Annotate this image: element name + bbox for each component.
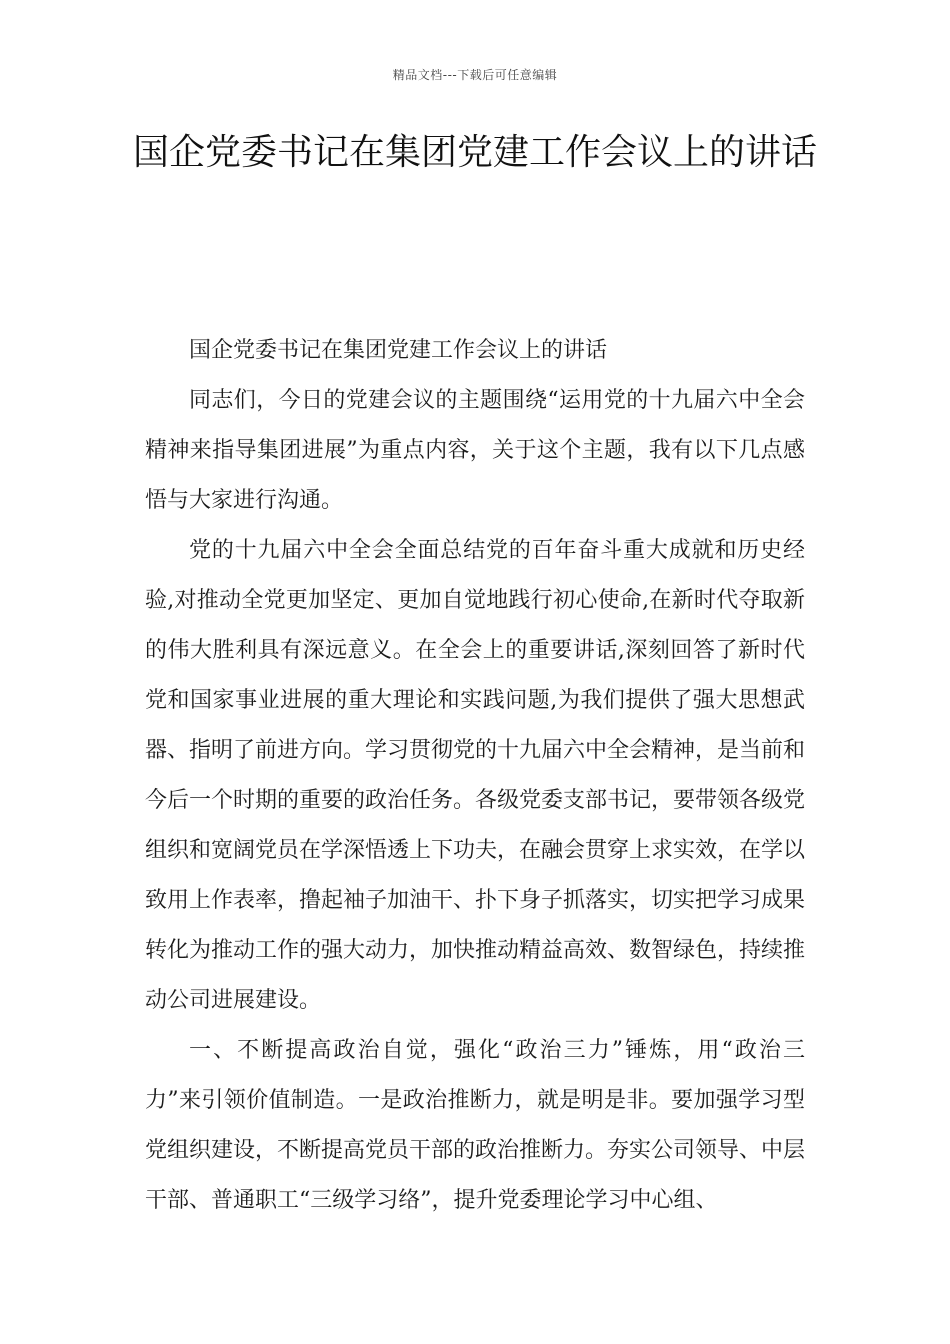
document-title: 国企党委书记在集团党建工作会议上的讲话	[132, 132, 817, 173]
header-note: 精品文档---下载后可任意编辑	[392, 68, 558, 82]
paragraph-section-one: 一、不断提高政治自觉，强化“政治三力”锤炼，用“政治三力”来引领价值制造。一是政治推断力，就是明是非。要加强学习型党组织建设，不断提高党员干部的政治推断力。夯实公司领导、中层干部、普通职工“三级学习络”，提升党委理论学习中心组、	[145, 1038, 806, 1213]
paragraph-greeting: 同志们，今日的党建会议的主题围绕“运用党的十九届六中全会精神来指导集团进展”为重点内容，关于这个主题，我有以下几点感悟与大家进行沟通。	[145, 388, 805, 513]
document-body	[145, 326, 805, 1226]
paragraph-subtitle: 国企党委书记在集团党建工作会议上的讲话	[189, 338, 608, 363]
paragraph-main: 党的十九届六中全会全面总结党的百年奋斗重大成就和历史经验,对推动全党更加坚定、更加自觉地践行初心使命,在新时代夺取新的伟大胜利具有深远意义。在全会上的重要讲话,深刻回答了新时代党和国家事业进展的重大理论和实践问题,为我们提供了强大思想武器、指明了前进方向。学习贯彻党的十九届六中全会精神，是当前和今后一个时期的重要的政治任务。各级党委支部书记，要带领各级党组织和宽阔党员在学深悟透上下功夫，在融会贯穿上求实效，在学以致用上作表率，撸起袖子加油干、扑下身子抓落实，切实把学习成果转化为推动工作的强大动力，加快推动精益高效、数智绿色，持续推动公司进展建设。	[145, 538, 806, 1013]
